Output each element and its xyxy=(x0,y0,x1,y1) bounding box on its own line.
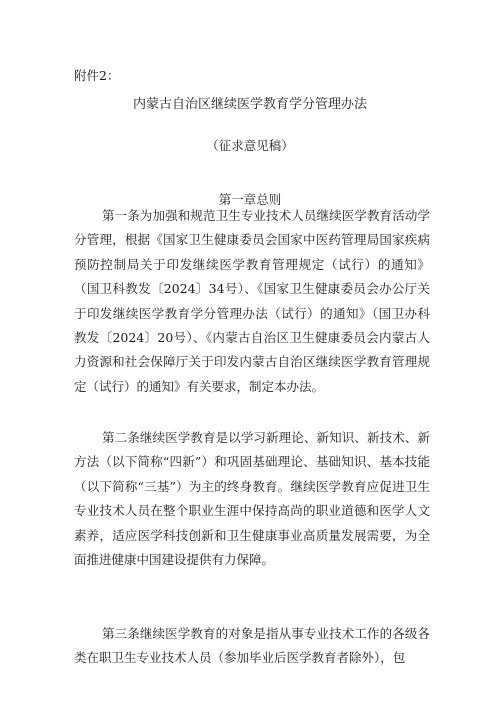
article-3-paragraph: 第三条继续医学教育的对象是指从事专业技术工作的各级各类在职卫生专业技术人员（参加毕业后医学教育者除外），包 xyxy=(74,626,430,666)
draft-subtitle: （征求意见稿） xyxy=(206,138,294,153)
attachment-label: 附件2： xyxy=(74,68,120,83)
article-1-paragraph: 第一条为加强和规范卫生专业技术人员继续医学教育活动学分管理，根据《国家卫生健康委员会国家中医药管理局国家疾病预防控制局关于印发继续医学教育管理规定（试行）的通知》（国卫科教发〔2024〕34号）、《国家卫生健康委员会办公厅关于印发继续医学教育学分管理办法（试行）的通知》（国卫办科教发〔2024〕20号）、《内蒙古自治区卫生健康委员会内蒙古人力资源和社会保障厅关于印发内蒙古自治区继续医学教育管理规定（试行）的通知》有关要求，制定本办法。 xyxy=(74,208,430,394)
document-title: 内蒙古自治区继续医学教育学分管理办法 xyxy=(132,97,367,112)
article-2-paragraph: 第二条继续医学教育是以学习新理论、新知识、新技术、新方法（以下简称“四新”）和巩固基础理论、基础知识、基本技能（以下简称“三基”）为主的终身教育。继续医学教育应促进卫生专业技术人员在整个职业生涯中保持高尚的职业道德和医学人文素养，适应医学科技创新和卫生健康事业高质量发展需要，为全面推进健康中国建设提供有力保障。 xyxy=(74,430,430,568)
chapter-heading: 第一章总则 xyxy=(218,192,282,207)
